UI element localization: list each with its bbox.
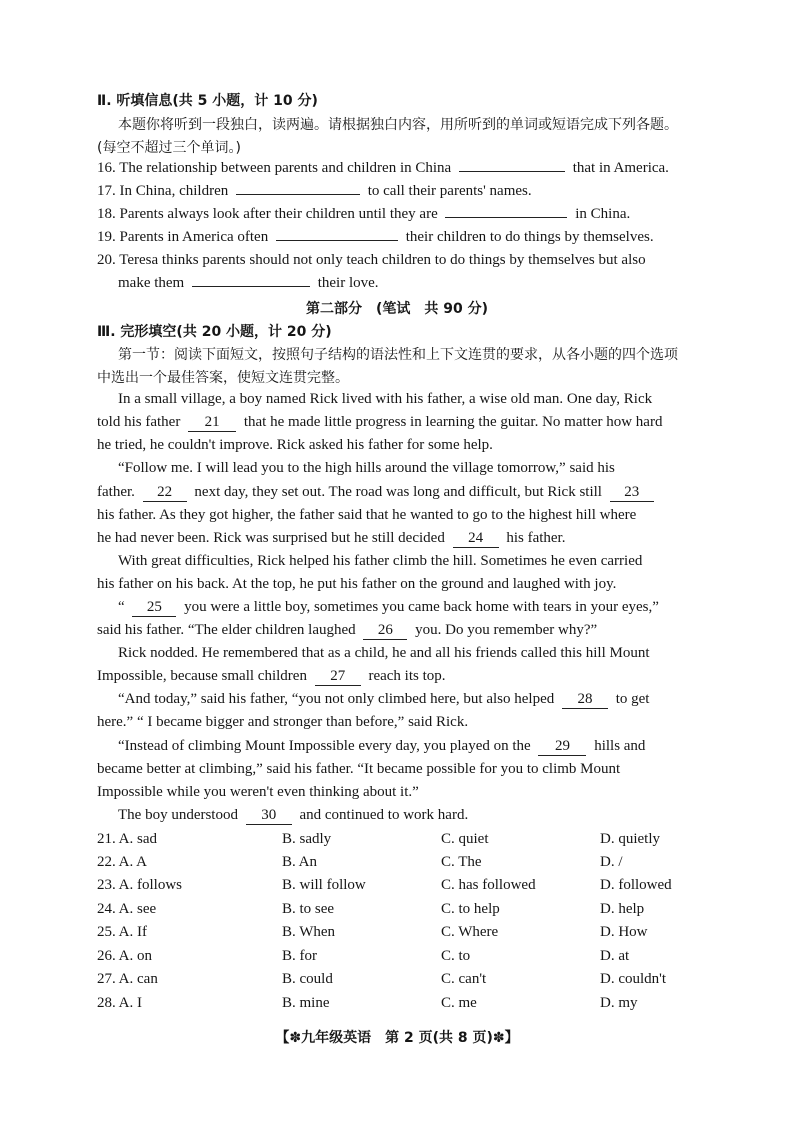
cloze-blank-22: 22 — [143, 484, 187, 502]
option-25-c[interactable]: C. Where — [441, 924, 499, 940]
option-28-b[interactable]: B. mine — [282, 995, 330, 1011]
answer-blank-19[interactable] — [276, 239, 398, 241]
option-28-c[interactable]: C. me — [441, 995, 477, 1011]
passage-p4-line1 — [118, 599, 752, 617]
option-25-b[interactable]: B. When — [282, 924, 336, 940]
passage-p1-line1: In a small village, a boy named Rick lived with his father, a wise old man. One day, Rick — [118, 391, 653, 407]
passage-p5-line2 — [97, 668, 731, 686]
option-22-b[interactable]: B. An — [282, 854, 318, 870]
option-21-d[interactable]: D. quietly — [600, 831, 660, 847]
question-17-text: 17. In China, children — [97, 183, 229, 199]
cloze-blank-27: 27 — [315, 668, 361, 686]
cloze-blank-26: 26 — [363, 622, 407, 640]
passage-text: “And today,” said his father, “you not only climbed here, but also helped — [118, 691, 555, 707]
passage-p3-line1: With great difficulties, Rick helped his father climb the hill. Sometimes he even carried — [118, 553, 643, 569]
option-28-d[interactable]: D. my — [600, 995, 638, 1011]
passage-text: his father. — [506, 530, 566, 546]
option-24-b[interactable]: B. to see — [282, 901, 335, 917]
question-17-text-end: to call their parents' names. — [367, 183, 532, 199]
option-26-b[interactable]: B. for — [282, 948, 317, 964]
passage-p7-line3: Impossible while you weren't even thinking about it.” — [97, 784, 419, 800]
question-16-text-end: that in America. — [572, 160, 669, 176]
question-18-text: 18. Parents always look after their children until they are — [97, 206, 438, 222]
passage-text: “Instead of climbing Mount Impossible every day, you played on the — [118, 738, 531, 754]
cloze-blank-29: 29 — [538, 738, 586, 756]
passage-text: The boy understood — [118, 807, 238, 823]
passage-p2-line4 — [97, 530, 731, 548]
passage-text: hills and — [594, 738, 646, 754]
section-2-instruction: 本题你将听到一段独白，读两遍。请根据独白内容，用所听到的单词或短语完成下列各题。 — [118, 117, 678, 133]
passage-p1-line2 — [97, 414, 731, 432]
question-20-continued — [118, 275, 752, 292]
passage-p7-line1 — [118, 738, 752, 756]
question-18 — [97, 206, 731, 223]
cloze-blank-30: 30 — [246, 807, 292, 825]
section-2-instruction-note: (每空不超过三个单词。) — [97, 140, 241, 156]
passage-p2-line2 — [97, 484, 731, 502]
passage-text: that he made little progress in learning the guitar. No matter how hard — [243, 414, 663, 430]
question-20: 20. Teresa thinks parents should not only teach children to do things by themselves but also — [97, 252, 646, 268]
option-21-a[interactable]: 21. A. sad — [97, 831, 157, 847]
passage-text: told his father — [97, 414, 181, 430]
passage-text: father. — [97, 484, 135, 500]
passage-text: Impossible, because small children — [97, 668, 307, 684]
cloze-blank-24: 24 — [453, 530, 499, 548]
passage-text: to get — [615, 691, 650, 707]
option-21-b[interactable]: B. sadly — [282, 831, 332, 847]
passage-p6-line2: here.” “ I became bigger and stronger than before,” said Rick. — [97, 714, 469, 730]
option-22-a[interactable]: 22. A. A — [97, 854, 148, 870]
passage-text: he had never been. Rick was surprised but he still decided — [97, 530, 445, 546]
answer-blank-18[interactable] — [445, 216, 567, 218]
passage-p6-line1 — [118, 691, 752, 709]
option-24-c[interactable]: C. to help — [441, 901, 500, 917]
option-27-b[interactable]: B. could — [282, 971, 333, 987]
passage-p2-line1: “Follow me. I will lead you to the high hills around the village tomorrow,” said his — [118, 460, 615, 476]
cloze-blank-23: 23 — [610, 484, 654, 502]
option-27-c[interactable]: C. can't — [441, 971, 487, 987]
question-18-text-end: in China. — [575, 206, 631, 222]
option-25-a[interactable]: 25. A. If — [97, 924, 147, 940]
option-22-d[interactable]: D. / — [600, 854, 623, 870]
option-23-c[interactable]: C. has followed — [441, 877, 536, 893]
passage-text: you. Do you remember why?” — [415, 622, 598, 638]
cloze-blank-25: 25 — [132, 599, 176, 617]
question-19 — [97, 229, 731, 246]
option-23-d[interactable]: D. followed — [600, 877, 672, 893]
part-2-heading: 第二部分 (笔试 共 90 分) — [305, 301, 489, 317]
question-20-text-end: their love. — [317, 275, 379, 291]
option-24-d[interactable]: D. help — [600, 901, 645, 917]
passage-text: said his father. “The elder children laughed — [97, 622, 356, 638]
passage-p5-line1: Rick nodded. He remembered that as a child, he and all his friends called this hill Mount — [118, 645, 650, 661]
cloze-blank-28: 28 — [562, 691, 608, 709]
passage-text: and continued to work hard. — [299, 807, 469, 823]
option-27-a[interactable]: 27. A. can — [97, 971, 158, 987]
option-23-a[interactable]: 23. A. follows — [97, 877, 183, 893]
section-3-instruction-cont: 中选出一个最佳答案，使短文连贯完整。 — [97, 370, 349, 386]
passage-text: next day, they set out. The road was long and difficult, but Rick still — [194, 484, 602, 500]
answer-blank-16[interactable] — [459, 170, 565, 172]
passage-p1-line3: he tried, he couldn't improve. Rick asked his father for some help. — [97, 437, 493, 453]
passage-text: “ — [118, 599, 125, 615]
option-22-c[interactable]: C. The — [441, 854, 482, 870]
passage-p8-line1 — [118, 807, 752, 825]
passage-text: reach its top. — [368, 668, 446, 684]
answer-blank-20[interactable] — [192, 285, 310, 287]
question-19-text-end: their children to do things by themselves. — [405, 229, 654, 245]
option-23-b[interactable]: B. will follow — [282, 877, 366, 893]
option-25-d[interactable]: D. How — [600, 924, 648, 940]
option-26-c[interactable]: C. to — [441, 948, 471, 964]
section-3-heading: Ⅲ. 完形填空(共 20 小题，计 20 分) — [97, 324, 332, 340]
passage-p7-line2: became better at climbing,” said his father. “It became possible for you to climb Mount — [97, 761, 621, 777]
question-16-text: 16. The relationship between parents and children in China — [97, 160, 452, 176]
answer-blank-17[interactable] — [236, 193, 360, 195]
page-footer: 【✽九年级英语 第 2 页(共 8 页)✽】 — [275, 1030, 519, 1046]
option-27-d[interactable]: D. couldn't — [600, 971, 667, 987]
question-19-text: 19. Parents in America often — [97, 229, 269, 245]
section-2-heading: Ⅱ. 听填信息(共 5 小题，计 10 分) — [97, 93, 318, 109]
passage-p4-line2 — [97, 622, 731, 640]
passage-p2-line3: his father. As they got higher, the father said that he wanted to go to the highest hill where — [97, 507, 637, 523]
option-24-a[interactable]: 24. A. see — [97, 901, 157, 917]
option-21-c[interactable]: C. quiet — [441, 831, 489, 847]
cloze-blank-21: 21 — [188, 414, 236, 432]
section-3-instruction: 第一节：阅读下面短文，按照句子结构的语法性和上下文连贯的要求，从各小题的四个选项 — [118, 347, 678, 363]
passage-text: you were a little boy, sometimes you came back home with tears in your eyes,” — [184, 599, 659, 615]
passage-p3-line2: his father on his back. At the top, he put his father on the ground and laughed with joy. — [97, 576, 617, 592]
question-16 — [97, 160, 731, 177]
option-26-a[interactable]: 26. A. on — [97, 948, 153, 964]
option-28-a[interactable]: 28. A. I — [97, 995, 142, 1011]
question-17 — [97, 183, 731, 200]
option-26-d[interactable]: D. at — [600, 948, 630, 964]
question-20-text: make them — [118, 275, 185, 291]
